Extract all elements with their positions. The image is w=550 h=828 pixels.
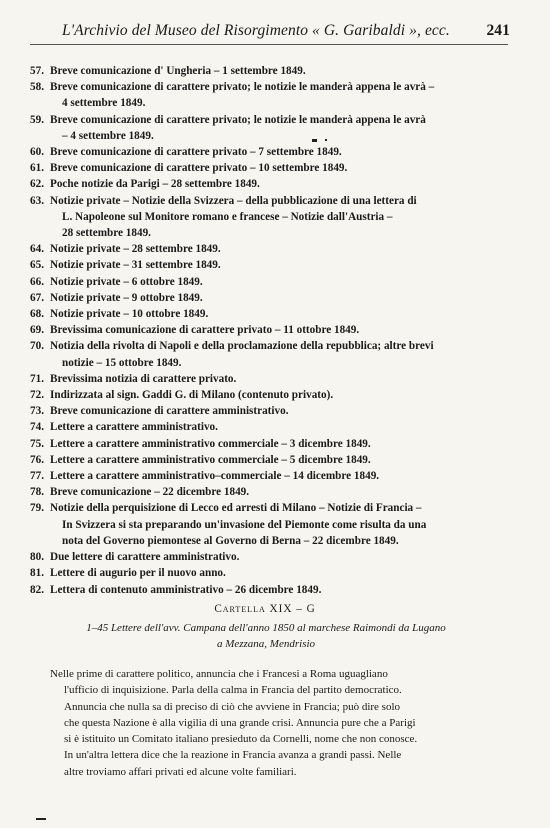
list-item xyxy=(30,419,496,435)
list-item xyxy=(30,306,496,322)
item-text: Lettere di augurio per il nuovo anno. xyxy=(50,567,226,580)
item-text: Breve comunicazione di carattere privato – 10 settembre 1849. xyxy=(50,162,348,175)
subtitle-line-1: 1–45 Lettere dell'avv. Campana dell'anno 1850 al marchese Raimondi da Lugano xyxy=(86,622,446,634)
item-text: 28 settembre 1849. xyxy=(62,227,151,240)
section-title-text: Cartella XIX – G xyxy=(214,603,316,615)
paragraph-line: l'ufficio di inquisizione. Parla della calma in Francia del partito democratico. xyxy=(64,684,402,697)
subtitle-line-2: a Mezzana, Mendrisio xyxy=(216,637,316,650)
item-number: 70. xyxy=(30,340,44,353)
item-text: 4 settembre 1849. xyxy=(62,97,146,110)
item-text: L. Napoleone sul Monitore romano e francese – Notizie dall'Austria – xyxy=(62,210,393,223)
item-number: 63. xyxy=(30,194,44,207)
scan-mark xyxy=(312,139,317,142)
list-item xyxy=(30,582,496,598)
item-text: Notizie private – 31 settembre 1849. xyxy=(50,259,221,272)
item-number: 65. xyxy=(30,259,44,272)
running-header xyxy=(40,22,510,44)
list-item xyxy=(30,403,496,419)
section-title xyxy=(30,603,500,615)
list-item xyxy=(30,484,496,500)
list-item xyxy=(30,274,496,290)
item-text: Brevissima notizia di carattere privato. xyxy=(50,372,237,385)
item-number: 77. xyxy=(30,470,44,483)
item-text: Notizie private – 6 ottobre 1849. xyxy=(50,275,203,288)
paragraph-line: altre troviamo affari privati ed alcune volte familiari. xyxy=(64,765,297,778)
item-text: Lettera di contenuto amministrativo – 26 dicembre 1849. xyxy=(50,583,322,596)
item-text: Breve comunicazione – 22 dicembre 1849. xyxy=(50,486,250,499)
item-text: nota del Governo piemontese al Governo di Berna – 22 dicembre 1849. xyxy=(62,534,399,547)
list-item xyxy=(30,549,496,565)
item-text: Breve comunicazione di carattere privato; le notizie le manderà appena le avrà – xyxy=(50,81,435,94)
item-text: Notizie private – 28 settembre 1849. xyxy=(50,243,221,256)
item-number: 80. xyxy=(30,551,44,564)
item-number: 58. xyxy=(30,81,44,94)
list-item xyxy=(30,176,496,192)
list-item xyxy=(30,468,496,484)
item-text: Notizia della rivolta di Napoli e della proclamazione della repubblica; altre brevi xyxy=(50,340,434,353)
item-number: 68. xyxy=(30,308,44,321)
item-text: Notizie private – 9 ottobre 1849. xyxy=(50,291,203,304)
item-number: 67. xyxy=(30,291,44,304)
list-item xyxy=(30,387,496,403)
item-text: Lettere a carattere amministrativo. xyxy=(50,421,218,434)
list-item xyxy=(30,193,496,242)
item-number: 57. xyxy=(30,65,44,77)
item-text: Notizie della perquisizione di Lecco ed arresti di Milano – Notizie di Francia – xyxy=(50,502,422,515)
paragraph-line: Annuncia che nulla sa di preciso di ciò che avviene in Francia; può dire solo xyxy=(64,700,401,713)
list-item xyxy=(30,160,496,176)
scan-mark xyxy=(325,139,327,141)
list-item xyxy=(30,79,496,111)
item-number: 81. xyxy=(30,567,44,580)
list-item xyxy=(30,565,496,581)
paragraph-line: che questa Nazione è alla vigilia di una grande crisi. Annuncia pure che a Parigi xyxy=(64,716,416,729)
item-text: In Svizzera si sta preparando un'invasione del Piemonte come risulta da una xyxy=(62,518,427,531)
header-rule xyxy=(30,44,508,45)
item-number: 59. xyxy=(30,113,44,126)
page-number: 241 xyxy=(486,22,510,39)
list-item xyxy=(30,371,496,387)
list-item xyxy=(30,112,496,144)
list-item xyxy=(30,257,496,273)
summary-paragraph xyxy=(50,666,496,780)
item-text: Lettere a carattere amministrativo–commerciale – 14 dicembre 1849. xyxy=(50,470,380,483)
item-number: 72. xyxy=(30,389,44,402)
list-item xyxy=(30,500,496,549)
section-subtitle xyxy=(32,621,500,652)
item-number: 60. xyxy=(30,146,44,159)
paragraph-line: Nelle prime di carattere politico, annuncia che i Francesi a Roma uguagliano xyxy=(50,668,388,680)
item-number: 75. xyxy=(30,437,44,450)
list-item xyxy=(30,436,496,452)
scan-mark xyxy=(36,818,46,820)
item-text: Brevissima comunicazione di carattere privato – 11 ottobre 1849. xyxy=(50,324,360,337)
item-number: 73. xyxy=(30,405,44,418)
item-number: 62. xyxy=(30,178,44,191)
item-text: Notizie private – Notizie della Svizzera – della pubblicazione di una lettera di xyxy=(50,194,417,207)
item-text: Lettere a carattere amministrativo commerciale – 3 dicembre 1849. xyxy=(50,437,371,450)
item-number: 76. xyxy=(30,453,44,466)
item-number: 74. xyxy=(30,421,44,434)
item-text: Breve comunicazione di carattere privato; le notizie le manderà appena le avrà xyxy=(50,113,426,126)
item-text: notizie – 15 ottobre 1849. xyxy=(62,356,182,369)
item-number: 71. xyxy=(30,372,44,385)
item-number: 61. xyxy=(30,162,44,175)
item-text: Indirizzata al sign. Gaddi G. di Milano (contenuto privato). xyxy=(50,389,334,402)
item-text: Breve comunicazione di carattere amministrativo. xyxy=(50,405,289,418)
letter-list xyxy=(30,63,496,598)
list-item xyxy=(30,322,496,338)
item-text: – 4 settembre 1849. xyxy=(62,129,154,142)
item-text: Due lettere di carattere amministrativo. xyxy=(50,551,240,564)
item-text: Lettere a carattere amministrativo commerciale – 5 dicembre 1849. xyxy=(50,453,371,466)
list-item xyxy=(30,63,496,79)
item-text: Notizie private – 10 ottobre 1849. xyxy=(50,308,209,321)
item-number: 69. xyxy=(30,324,44,337)
item-number: 82. xyxy=(30,583,44,596)
item-text: Poche notizie da Parigi – 28 settembre 1849. xyxy=(50,178,260,191)
paragraph-line: si è istituito un Comitato italiano presieduto da Cornelli, nome che non conosce. xyxy=(64,733,418,746)
item-number: 66. xyxy=(30,275,44,288)
item-number: 78. xyxy=(30,486,44,499)
list-item xyxy=(30,144,496,160)
item-text: Breve comunicazione di carattere privato – 7 settembre 1849. xyxy=(50,146,342,159)
list-item xyxy=(30,452,496,468)
paragraph-line: In un'altra lettera dice che la reazione in Francia avanza a grandi passi. Nelle xyxy=(64,749,402,762)
running-title: L'Archivio del Museo del Risorgimento « G. Garibaldi », ecc. xyxy=(62,22,450,39)
list-item xyxy=(30,290,496,306)
item-number: 79. xyxy=(30,502,44,515)
list-item xyxy=(30,241,496,257)
item-text: Breve comunicazione d' Ungheria – 1 settembre 1849. xyxy=(50,65,306,77)
list-item xyxy=(30,338,496,370)
item-number: 64. xyxy=(30,243,44,256)
